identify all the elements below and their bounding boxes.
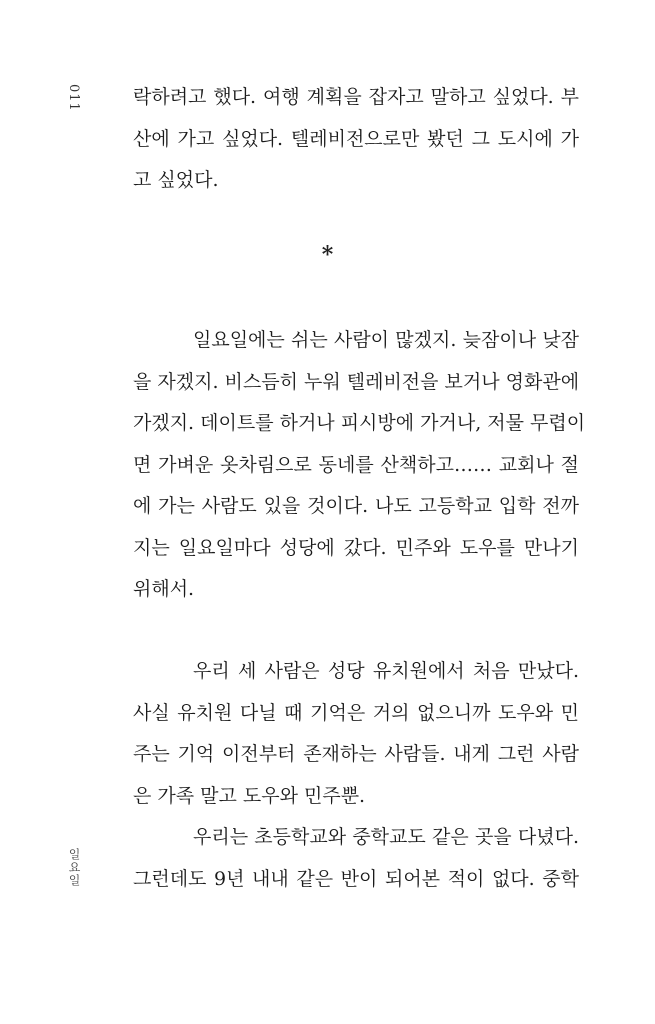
text-line: 사실 유치원 다닐 때 기억은 거의 없으니까 도우와 민 (133, 701, 579, 724)
text-line: 지는 일요일마다 성당에 갔다. 민주와 도우를 만나기 (133, 536, 579, 559)
text-line: 위해서. (133, 578, 195, 600)
page-number: 011 (66, 84, 81, 112)
text-line: 락하려고 했다. 여행 계획을 잡자고 말하고 싶었다. 부 (133, 86, 579, 108)
text-line: 가겠지. 데이트를 하거나 피시방에 가거나, 저물 무렵이 (133, 412, 586, 434)
text-line: 고 싶었다. (133, 169, 219, 191)
paragraph-school (133, 817, 579, 900)
running-title: 일요일 (67, 848, 81, 887)
text-line: 우리 세 사람은 성당 유치원에서 처음 만났다. (193, 660, 579, 682)
text-line: 에 가는 사람도 있을 것이다. 나도 고등학교 입학 전까 (133, 495, 579, 517)
text-line: 일요일에는 쉬는 사람이 많겠지. 늦잠이나 낮잠 (193, 329, 579, 351)
paragraph-three-people (133, 651, 579, 817)
text-line: 산에 가고 싶었다. 텔레비전으로만 봤던 그 도시에 가 (133, 127, 579, 150)
text-line: 을 자겠지. 비스듬히 누워 텔레비전을 보거나 영화관에 (133, 370, 580, 393)
text-line: 우리는 초등학교와 중학교도 같은 곳을 다녔다. (193, 826, 579, 848)
text-line: 은 가족 말고 도우와 민주뿐. (133, 784, 366, 807)
text-line: 그런데도 9년 내내 같은 반이 되어본 적이 없다. 중학 (133, 867, 579, 890)
section-break: * (321, 242, 334, 268)
paragraph-sunday (133, 320, 586, 611)
text-line: 주는 기억 이전부터 존재하는 사람들. 내게 그런 사람 (133, 743, 579, 765)
text-line: 면 가벼운 옷차림으로 동네를 산책하고…… 교회나 절 (133, 453, 579, 476)
paragraph-continuation (133, 77, 579, 202)
